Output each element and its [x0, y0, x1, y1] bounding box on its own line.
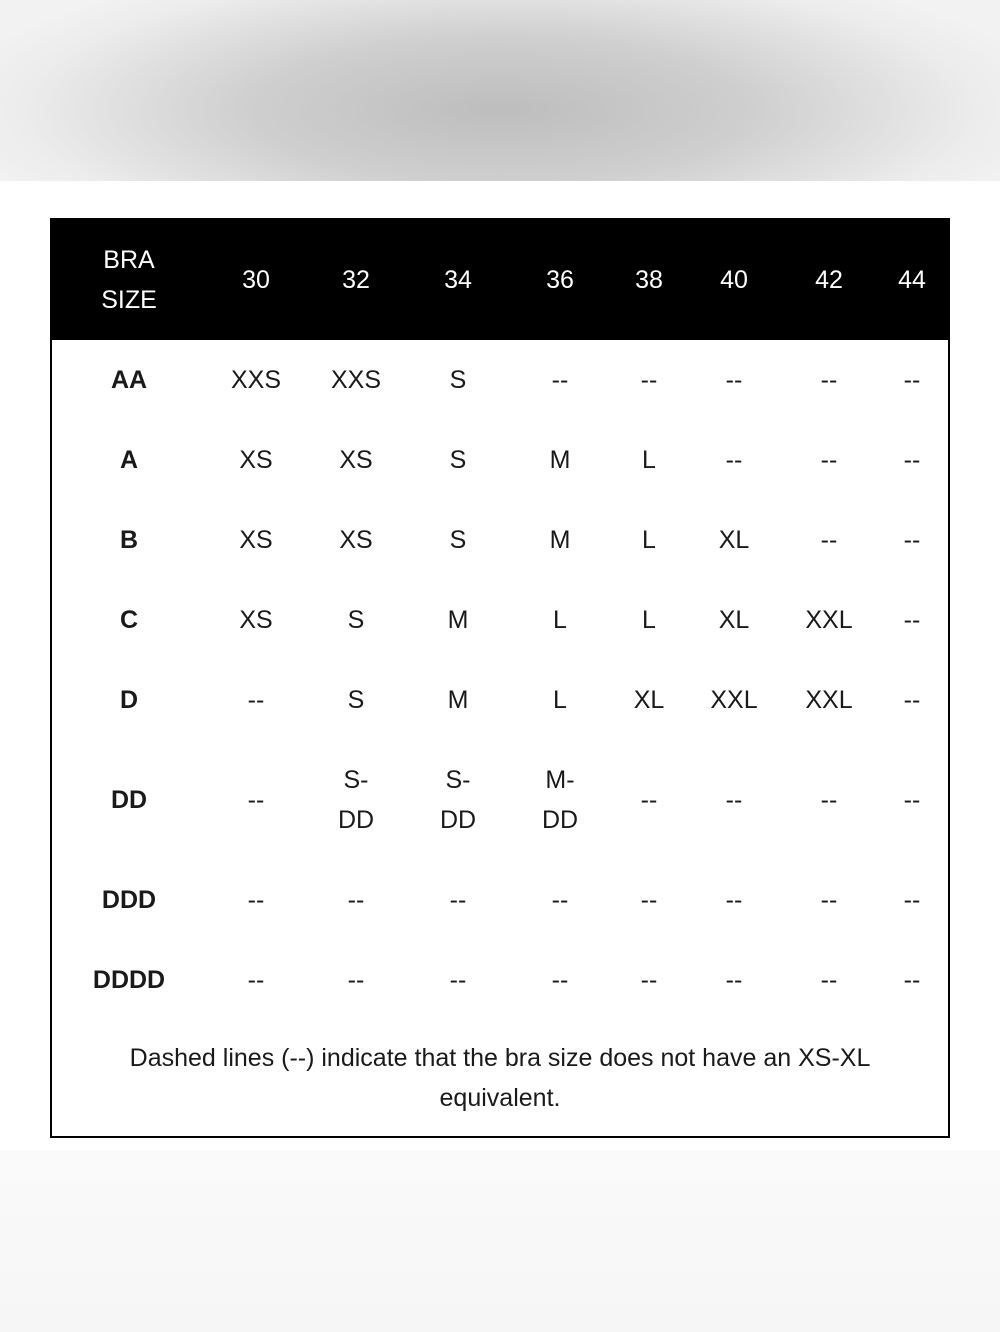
size-cell: --	[551, 966, 569, 994]
size-cell: --	[247, 786, 265, 814]
size-cell	[316, 740, 396, 860]
size-cell: --	[247, 966, 265, 994]
size-cell: XS	[239, 526, 273, 554]
footnote	[52, 1020, 948, 1136]
size-cell: XXL	[805, 606, 853, 634]
size-row-aa	[52, 340, 948, 420]
size-cell: XXS	[330, 366, 382, 394]
size-cell: --	[903, 606, 921, 634]
size-cell: --	[820, 446, 838, 474]
size-cell: --	[247, 886, 265, 914]
cup-label: DD	[110, 786, 148, 814]
size-cell: --	[820, 966, 838, 994]
size-row-d	[52, 660, 948, 740]
size-cell: --	[725, 966, 743, 994]
size-cell: --	[640, 886, 658, 914]
blurred-top-background	[0, 0, 1000, 181]
size-cell: S	[347, 606, 365, 634]
size-row-c	[52, 580, 948, 660]
band-header-42: 42	[815, 266, 843, 294]
size-cell: XS	[239, 606, 273, 634]
size-row-dddd	[52, 940, 948, 1020]
size-cell: XS	[339, 526, 373, 554]
size-cell: --	[725, 366, 743, 394]
size-cell: --	[903, 526, 921, 554]
size-cell: --	[640, 366, 658, 394]
size-cell: --	[903, 886, 921, 914]
size-row-a	[52, 420, 948, 500]
band-header-38: 38	[635, 266, 663, 294]
cup-label: D	[119, 686, 139, 714]
band-header-44: 44	[898, 266, 926, 294]
size-cell: --	[903, 786, 921, 814]
size-cell	[520, 740, 600, 860]
size-cell: S	[449, 366, 467, 394]
size-cell: --	[640, 786, 658, 814]
header-corner-cell	[79, 220, 179, 340]
size-cell: XS	[339, 446, 373, 474]
band-header-34: 34	[444, 266, 472, 294]
size-cell: --	[725, 886, 743, 914]
size-cell: S	[449, 526, 467, 554]
size-cell: --	[903, 446, 921, 474]
size-cell: XL	[718, 526, 750, 554]
size-cell: --	[725, 446, 743, 474]
size-cell: L	[642, 606, 656, 634]
size-cell: --	[347, 966, 365, 994]
size-cell: --	[903, 366, 921, 394]
size-cell: --	[903, 966, 921, 994]
size-cell: L	[553, 606, 567, 634]
size-cell: M	[549, 446, 571, 474]
band-header-32: 32	[342, 266, 370, 294]
size-row-ddd	[52, 860, 948, 940]
cup-label: B	[119, 526, 139, 554]
bra-size-header-label: BRA SIZE	[101, 246, 157, 314]
size-cell: --	[725, 786, 743, 814]
size-cell-text: S- DD	[337, 766, 375, 834]
size-cell: M	[549, 526, 571, 554]
size-cell: --	[820, 786, 838, 814]
cup-label: DDDD	[92, 966, 166, 994]
size-cell: --	[449, 886, 467, 914]
size-cell: --	[903, 686, 921, 714]
size-cell: XL	[718, 606, 750, 634]
size-cell: XS	[239, 446, 273, 474]
size-cell-text: S- DD	[439, 766, 477, 834]
size-cell: --	[640, 966, 658, 994]
size-cell: S	[347, 686, 365, 714]
size-cell: L	[642, 526, 656, 554]
cup-label: DDD	[101, 886, 157, 914]
bra-size-chart	[50, 218, 950, 1138]
size-cell: XXL	[710, 686, 758, 714]
chart-header-row	[52, 220, 948, 340]
size-cell-text: M- DD	[541, 766, 579, 834]
size-row-dd	[52, 740, 948, 860]
size-cell: S	[449, 446, 467, 474]
cup-label: AA	[110, 366, 148, 394]
size-cell: XXS	[230, 366, 282, 394]
size-cell: M	[447, 686, 469, 714]
size-cell: --	[551, 366, 569, 394]
blurred-bottom-background	[0, 1150, 1000, 1332]
size-cell: --	[820, 526, 838, 554]
band-header-30: 30	[242, 266, 270, 294]
size-cell: L	[642, 446, 656, 474]
size-cell: --	[820, 366, 838, 394]
cup-label: C	[119, 606, 139, 634]
size-row-b	[52, 500, 948, 580]
size-cell	[418, 740, 498, 860]
size-cell: --	[551, 886, 569, 914]
size-cell: XXL	[805, 686, 853, 714]
footnote-text: Dashed lines (--) indicate that the bra size does not have an XS-XL equivalent.	[129, 1044, 871, 1112]
cup-label: A	[119, 446, 139, 474]
size-cell: --	[247, 686, 265, 714]
size-cell: --	[347, 886, 365, 914]
band-header-36: 36	[546, 266, 574, 294]
size-cell: M	[447, 606, 469, 634]
size-cell: XL	[633, 686, 665, 714]
size-cell: L	[553, 686, 567, 714]
size-cell: --	[449, 966, 467, 994]
band-header-40: 40	[720, 266, 748, 294]
size-cell: --	[820, 886, 838, 914]
